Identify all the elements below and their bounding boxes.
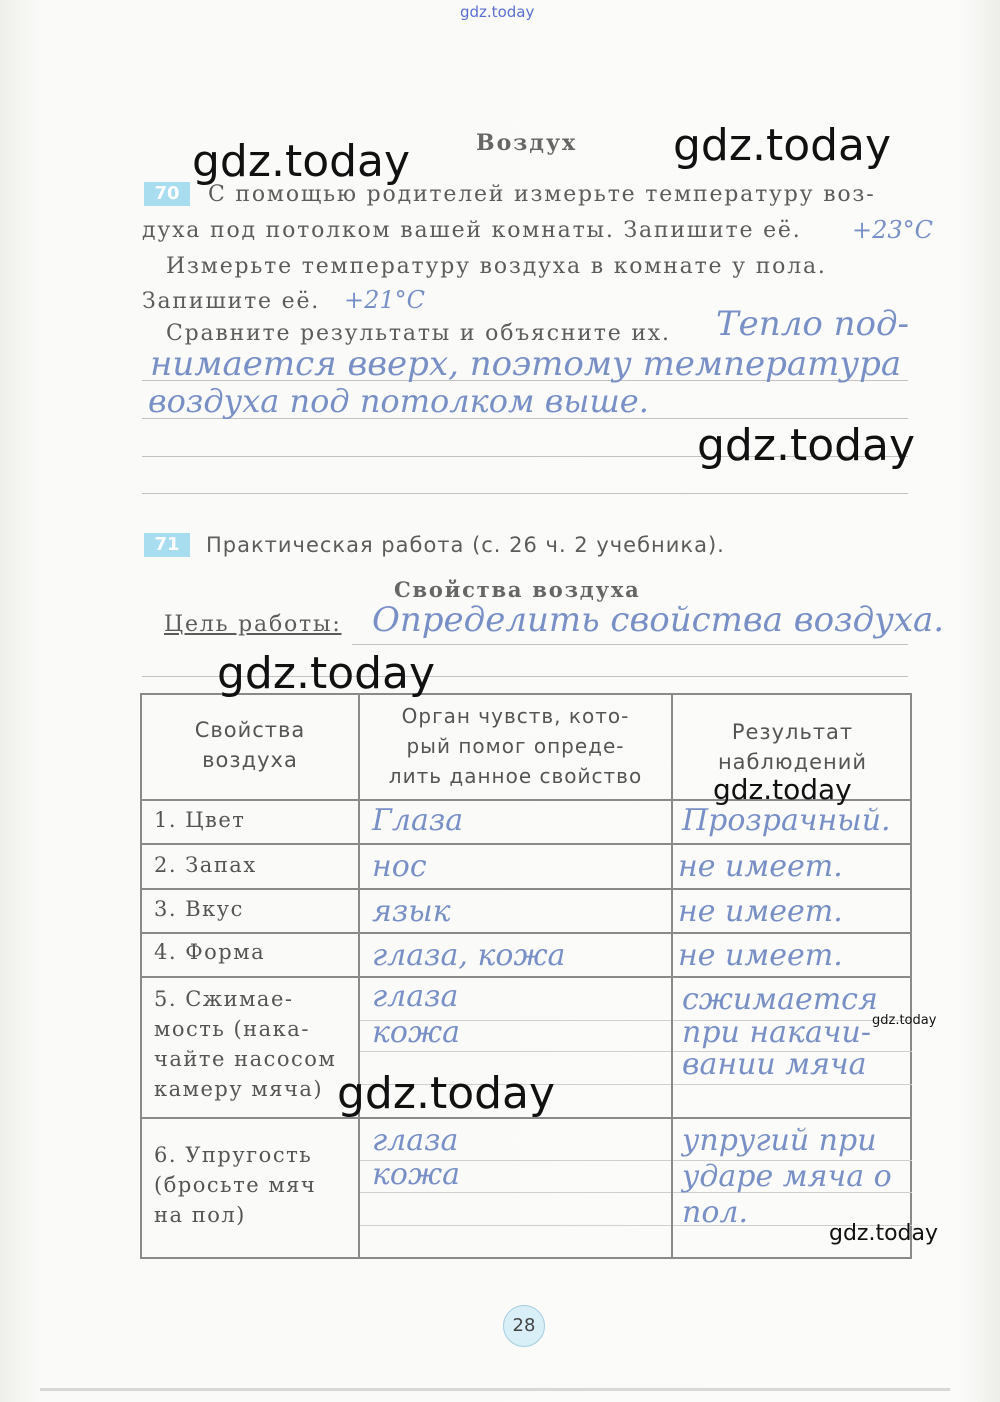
row-organ: кожа [372, 1157, 460, 1192]
table-row-divider [142, 888, 910, 890]
answer-floor-temp: +21°C [344, 286, 426, 314]
row-organ: нос [372, 849, 427, 884]
cell-writing-line [360, 1051, 671, 1052]
cell-writing-line [360, 1225, 671, 1226]
goal-answer: Определить свойства воздуха. [372, 600, 945, 640]
watermark: gdz.today [337, 1068, 556, 1119]
header-result [673, 717, 912, 777]
header-line: воздуха [202, 748, 298, 772]
row-result: не имеет. [678, 938, 843, 973]
row-property-line: 5. Сжимае- [154, 987, 294, 1011]
row-result: Прозрачный. [682, 803, 891, 838]
header-line: наблюдений [717, 750, 868, 774]
row-organ: язык [372, 894, 451, 929]
row-property-multiline [154, 984, 336, 1104]
task71-subtitle: Свойства воздуха [394, 577, 641, 602]
task70-line1: С помощью родителей измерьте температуру воз- [208, 182, 876, 207]
header-sense-organ [360, 701, 671, 791]
watermark: gdz.today [217, 648, 436, 699]
task-number-70: 70 [144, 182, 190, 206]
watermark: gdz.today [872, 1013, 937, 1028]
table-row-divider [142, 976, 910, 978]
row-organ: Глаза [372, 803, 464, 838]
table-row-divider [142, 932, 910, 934]
row-property: 1. Цвет [154, 808, 246, 832]
task-number-71: 71 [144, 533, 190, 557]
row-result: при накачи- [682, 1015, 871, 1050]
row-property: 2. Запах [154, 853, 257, 877]
task70-line4: Запишите её. [142, 289, 321, 314]
task70-line5: Сравните результаты и объясните их. [166, 321, 671, 346]
row-property-line: 6. Упругость [154, 1143, 313, 1167]
row-organ: глаза, кожа [372, 938, 566, 973]
row-result: пол. [682, 1195, 749, 1230]
row-result: упругий при [682, 1123, 877, 1158]
header-line: рый помог опреде- [406, 734, 625, 758]
explanation-line1: Тепло под- [716, 304, 910, 344]
row-organ: глаза [372, 979, 459, 1014]
watermark: gdz.today [697, 420, 916, 471]
watermark: gdz.today [673, 120, 892, 171]
row-result: сжимается [682, 982, 878, 1017]
header-line: Результат [731, 720, 854, 744]
writing-line [142, 493, 908, 494]
row-property-multiline [154, 1140, 316, 1230]
row-organ: кожа [372, 1015, 460, 1050]
explanation-line3: воздуха под потолком выше. [148, 382, 649, 420]
watermark: gdz.today [713, 773, 852, 806]
task71-text: Практическая работа (с. 26 ч. 2 учебника). [206, 533, 725, 557]
explanation-line2: нимается вверх, поэтому температура [150, 344, 902, 384]
row-property-line: на пол) [154, 1203, 246, 1227]
goal-label: Цель работы: [164, 612, 342, 637]
row-property-line: камеру мяча) [154, 1077, 324, 1101]
page-number: 28 [503, 1305, 545, 1347]
cell-writing-line [360, 1192, 671, 1193]
task70-line2: духа под потолком вашей комнаты. Запишите её. [142, 218, 802, 243]
header-line: Свойства [194, 718, 306, 742]
writing-line [352, 644, 908, 645]
section-title: Воздух [476, 130, 578, 156]
row-result: не имеет. [678, 894, 843, 929]
row-result: вании мяча [682, 1047, 867, 1082]
answer-ceiling-temp: +23°C [852, 216, 934, 244]
header-properties [142, 715, 358, 775]
task70-line3: Измерьте температуру воздуха в комнате у пола. [166, 254, 827, 279]
row-result: не имеет. [678, 849, 843, 884]
header-line: лить данное свойство [388, 764, 643, 788]
row-property: 4. Форма [154, 940, 266, 964]
row-organ: глаза [372, 1123, 459, 1158]
row-property: 3. Вкус [154, 897, 244, 921]
header-line: Орган чувств, кото- [401, 704, 630, 728]
row-property-line: чайте насосом [154, 1047, 337, 1071]
row-property-line: (бросьте мяч [154, 1173, 317, 1197]
row-result: ударе мяча о [682, 1159, 892, 1194]
row-property-line: мость (нака- [154, 1017, 310, 1041]
cell-writing-line [673, 1084, 912, 1085]
table-row-divider [142, 843, 910, 845]
watermark-top: gdz.today [460, 3, 535, 21]
watermark: gdz.today [192, 136, 411, 187]
page-bottom-edge [40, 1388, 950, 1391]
watermark: gdz.today [829, 1221, 939, 1246]
